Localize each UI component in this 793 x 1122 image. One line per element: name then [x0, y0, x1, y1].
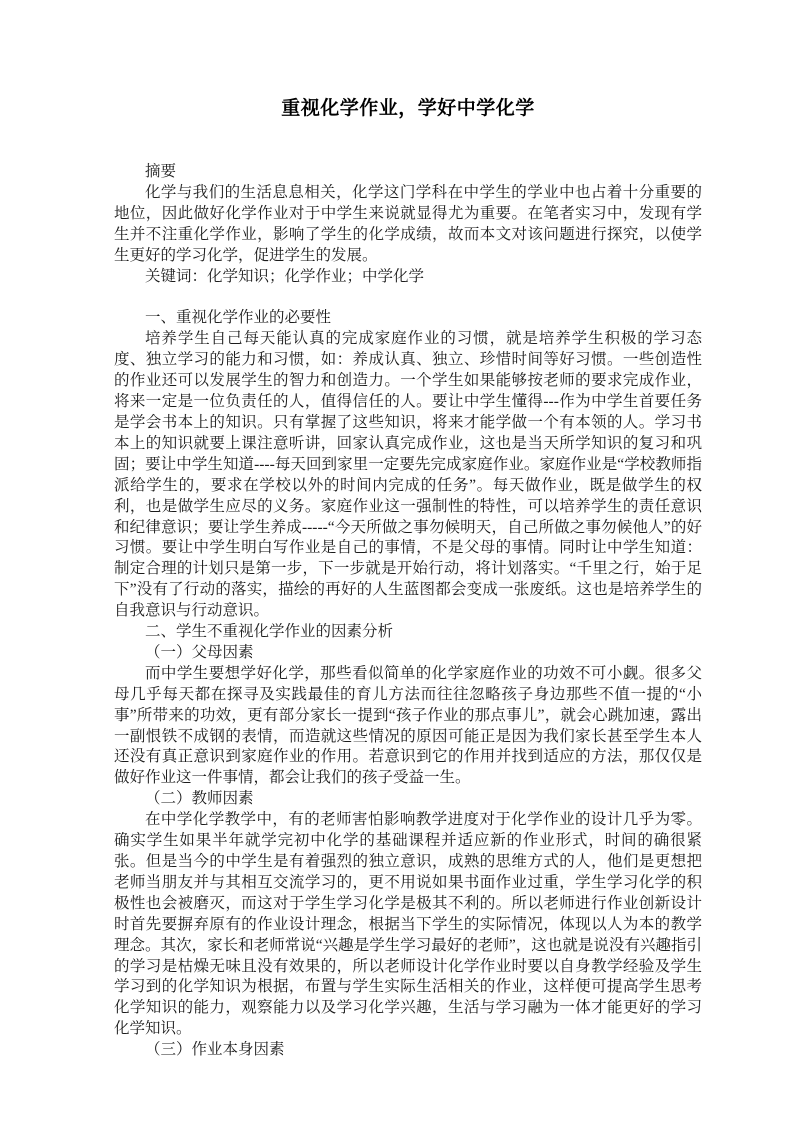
subsection-heading-homework-factor: （三）作业本身因素 [145, 1041, 285, 1059]
abstract-label: 摘要 [145, 163, 177, 180]
abstract-text: 化学与我们的生活息息相关，化学这门学科在中学生的学业中也占着十分重要的地位，因此做好化学作业对于中学生来说就显得尤为重要。在笔者实习中，发现有学生并不注重化学作业，影响了学生的化学成绩，故而本文对该问题进行探究，以使学生更好的学习化学，促进学生的发展。 [114, 183, 702, 264]
section-necessity-paragraph: 培养学生自己每天能认真的完成家庭作业的习惯，就是培养学生积极的学习态度、独立学习的能力和习惯，如：养成认真、独立、珍惜时间等好习惯。一些创造性的作业还可以发展学生的智力和创造力。一个学生如果能够按老师的要求完成作业，将来一定是一位负责任的人，值得信任的人。要让中学生懂得---作为中学生首要任务是学会书本上的知识。只有掌握了这些知识，将来才能学做一个有本领的人。学习书本上的知识就要上课注意听讲，回家认真完成作业，这也是当天所学知识的复习和巩固；要让中学生知道----每天回到家里一定要先完成家庭作业。家庭作业是“学校教师指派给学生的，要求在学校以外的时间内完成的任务”。每天做作业，既是做学生的权利，也是做学生应尽的义务。家庭作业这一强制性的特性，可以培养学生的责任意识和纪律意识；要让学生养成-----“今天所做之事勿候明天，自己所做之事勿候他人”的好习惯。要让中学生明白写作业是自己的事情，不是父母的事情。同时让中学生知道：制定合理的计划只是第一步，下一步就是开始行动，将计划落实。“千里之行，始于足下”没有了行动的落实，描绘的再好的人生蓝图都会变成一张废纸。这也是培养学生的自我意识与行动意识。 [114, 330, 702, 620]
section-heading-necessity: 一、重视化学作业的必要性 [145, 309, 332, 327]
subsection-heading-parent-factor: （一）父母因素 [145, 643, 254, 661]
subsection-heading-teacher-factor: （二）教师因素 [145, 790, 254, 808]
keywords-line: 关键词：化学知识；化学作业；中学化学 [145, 267, 425, 285]
subsection-teacher-factor-paragraph: 在中学化学教学中，有的老师害怕影响教学进度对于化学作业的设计几乎为零。确实学生如果半年就学完初中化学的基础课程并适应新的作业形式，时间的确很紧张。但是当今的中学生是有着强烈的独立意识，成熟的思维方式的人，他们是更想把老师当朋友并与其相互交流学习的，更不用说如果书面作业过重，学生学习化学的积极性也会被磨灭，而这对于学生学习化学是极其不利的。所以老师进行作业创新设计时首先要摒弃原有的作业设计理念，根据当下学生的实际情况，体现以人为本的教学理念。其次，家长和老师常说“兴趣是学生学习最好的老师”，这也就是说没有兴趣指引的学习是枯燥无味且没有效果的，所以老师设计化学作业时要以自身教学经验及学生学习到的化学知识为根据，布置与学生实际生活相关的作业，这样便可提高学生思考化学知识的能力，观察能力以及学习化学兴趣，生活与学习融为一体才能更好的学习化学知识。 [114, 811, 702, 1038]
section-heading-factor-analysis: 二、学生不重视化学作业的因素分析 [145, 623, 394, 641]
document-title: 重视化学作业，学好中学化学 [281, 98, 535, 119]
subsection-parent-factor-paragraph: 而中学生要想学好化学，那些看似简单的化学家庭作业的功效不可小觑。很多父母几乎每天都在探寻及实践最佳的育儿方法而往往忽略孩子身边那些不值一提的“小事”所带来的功效，更有部分家长一提到“孩子作业的那点事儿”，就会心跳加速，露出一副恨铁不成钢的表情，而造就这些情况的原因可能正是因为我们家长甚至学生本人还没有真正意识到家庭作业的作用。若意识到它的作用并找到适应的方法，那仅仅是做好作业这一件事情，都会让我们的孩子受益一生。 [114, 664, 702, 787]
